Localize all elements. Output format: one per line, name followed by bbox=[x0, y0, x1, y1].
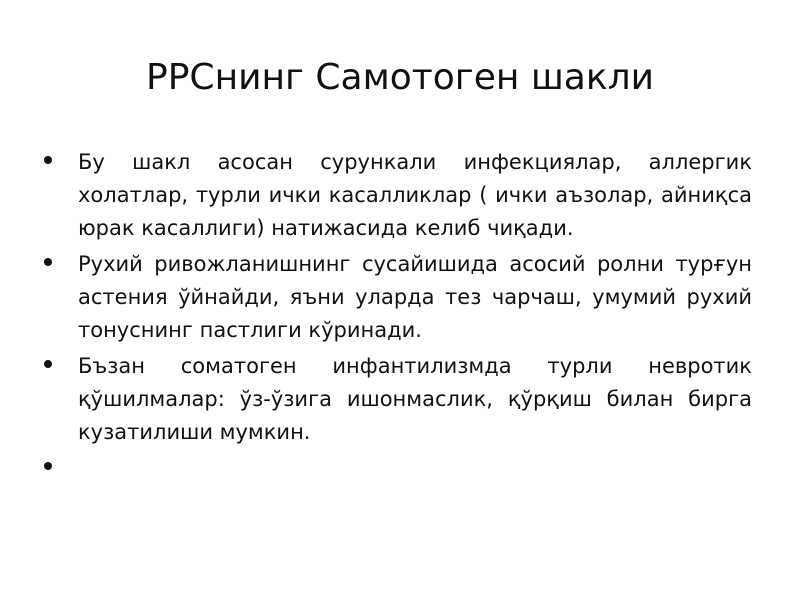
bullet-dot-icon bbox=[44, 360, 52, 368]
bullet-text: Рухий ривожланишнинг сусайишида асосий ролни турғун астения ўйнайди, яъни уларда тез чарчаш, умумий рухий тонуснинг пастлиги кўринади. bbox=[78, 252, 752, 342]
bullet-item bbox=[40, 146, 752, 245]
bullet-dot-icon bbox=[44, 156, 52, 164]
bullet-text: Бу шакл асосан сурункали инфекциялар, аллергик холатлар, турли ички касалликлар ( ички аъзолар, айниқса юрак касаллиги) натижасида келиб чиқади. bbox=[78, 150, 752, 240]
slide-title: РРСнинг Самотоген шакли bbox=[146, 57, 654, 98]
bullet-item-empty bbox=[40, 452, 752, 485]
bullet-dot-icon bbox=[44, 258, 52, 266]
bullet-dot-icon bbox=[44, 462, 52, 470]
bullet-list bbox=[40, 146, 752, 488]
bullet-text: Бъзан соматоген инфантилизмда турли невротик қўшилмалар: ўз-ўзига ишонмаслик, қўрқиш билан бирга кузатилиши мумкин. bbox=[78, 354, 752, 444]
bullet-item bbox=[40, 350, 752, 449]
bullet-item bbox=[40, 248, 752, 347]
